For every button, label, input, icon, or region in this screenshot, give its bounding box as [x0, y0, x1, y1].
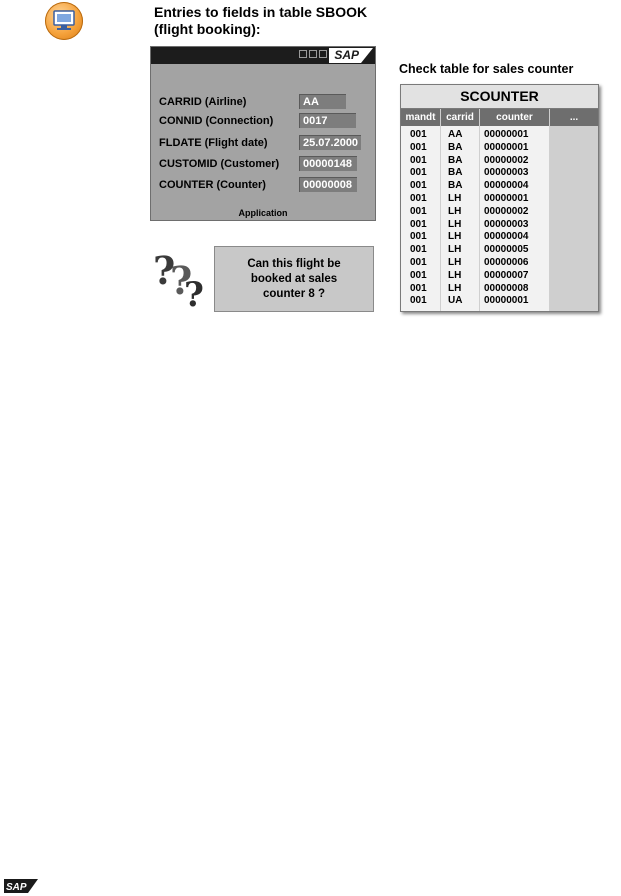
table-cell: LH [448, 282, 462, 294]
table-cell: 00000005 [484, 244, 529, 256]
fldate-field[interactable]: 25.07.2000 [299, 135, 361, 150]
table-cell: 001 [410, 244, 427, 256]
table-cell: 001 [410, 180, 427, 192]
table-cell: 001 [410, 205, 427, 217]
table-name: SCOUNTER [401, 85, 598, 109]
connid-field[interactable]: 0017 [299, 113, 356, 128]
column-header-counter: counter [480, 109, 549, 126]
counter-field[interactable]: 00000008 [299, 177, 357, 192]
heading-line-1: Entries to fields in table SBOOK [154, 4, 368, 20]
question-line-1: Can this flight be [247, 257, 341, 270]
table-cell: 00000003 [484, 218, 529, 230]
table-cell: 001 [410, 269, 427, 281]
table-cell: BA [448, 141, 463, 153]
check-table-title: Check table for sales counter [399, 62, 574, 76]
column-header-more: ... [550, 109, 598, 126]
column-body-more [550, 126, 598, 311]
table-cell: 001 [410, 295, 427, 307]
question-line-2: booked at sales [250, 272, 338, 285]
table-cell: 00000002 [484, 205, 529, 217]
app-title-bar [151, 47, 375, 64]
svg-text:?: ? [153, 248, 176, 293]
field-label-connid: CONNID (Connection) [159, 115, 274, 127]
table-cell: 00000004 [484, 231, 529, 243]
table-cell: 00000006 [484, 257, 529, 268]
table-cell: LH [448, 244, 462, 256]
table-cell: 001 [410, 257, 427, 268]
column-header-mandt: mandt [401, 109, 440, 126]
app-footer-label: Application [238, 208, 288, 218]
column-header-carrid: carrid [441, 109, 479, 126]
table-cell: BA [448, 180, 463, 192]
table-cell: 00000008 [484, 282, 529, 294]
table-cell: LH [448, 269, 462, 281]
field-label-fldate: FLDATE (Flight date) [159, 137, 268, 149]
field-label-customid: CUSTOMID (Customer) [159, 158, 280, 170]
table-cell: 00000001 [484, 295, 529, 307]
window-controls-icon [299, 50, 327, 58]
customid-field[interactable]: 00000148 [299, 156, 357, 171]
svg-text:?: ? [184, 275, 204, 308]
question-box [214, 246, 374, 312]
question-marks-icon [153, 248, 205, 308]
question-line-3: counter 8 ? [263, 287, 325, 300]
table-cell: 00000001 [484, 193, 529, 204]
slide-heading [154, 4, 367, 38]
table-cell: 001 [410, 218, 427, 230]
table-cell: 00000004 [484, 180, 529, 192]
field-label-counter: COUNTER (Counter) [159, 179, 266, 191]
table-cell: 001 [410, 167, 427, 179]
table-cell: 001 [410, 231, 427, 243]
table-cell: BA [448, 167, 463, 179]
table-cell: 001 [410, 141, 427, 153]
table-cell: UA [448, 295, 463, 307]
carrid-field[interactable]: AA [299, 94, 346, 109]
footer-logo-text: SAP [6, 882, 27, 893]
computer-screen-icon [45, 2, 83, 40]
table-cell: LH [448, 205, 462, 217]
table-cell: AA [448, 129, 463, 140]
table-cell: 00000007 [484, 269, 529, 281]
table-cell: 00000001 [484, 129, 529, 140]
field-label-carrid: CARRID (Airline) [159, 96, 247, 108]
table-cell: 00000001 [484, 141, 529, 153]
table-cell: LH [448, 218, 462, 230]
table-cell: 00000003 [484, 167, 529, 179]
table-cell: BA [448, 154, 463, 166]
heading-line-2: (flight booking): [154, 21, 261, 37]
scounter-table [400, 84, 599, 312]
application-screen [150, 46, 376, 221]
sap-logo-text: SAP [334, 48, 359, 62]
table-cell: LH [448, 193, 462, 204]
svg-text:?: ? [170, 258, 193, 303]
table-cell: 001 [410, 193, 427, 204]
table-cell: 001 [410, 154, 427, 166]
sap-footer-logo-icon [4, 879, 38, 893]
table-cell: 001 [410, 282, 427, 294]
table-cell: 00000002 [484, 154, 529, 166]
table-cell: LH [448, 231, 462, 243]
table-cell: 001 [410, 129, 427, 140]
table-cell: LH [448, 257, 462, 268]
